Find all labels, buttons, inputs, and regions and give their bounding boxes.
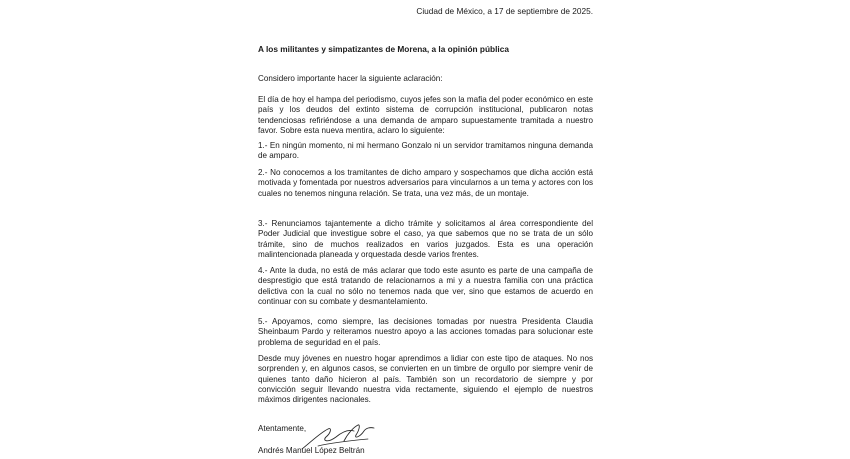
- date-line: Ciudad de México, a 17 de septiembre de 2025.: [416, 6, 593, 16]
- paragraph-conclusion: Desde muy jóvenes en nuestro hogar aprendimos a lidiar con este tipo de ataques. No nos sorprenden y, en algunos casos, se convierten en un timbre de orgullo por siempre venir de quienes tanto daño hicieron al país. También son un recordatorio de siempre y por convicción seguir llevando nuestra vida rectamente, siguiendo el ejemplo de nuestros máximos dirigentes nacionales.: [258, 354, 593, 405]
- paragraph-point-3: 3.- Renunciamos tajantemente a dicho trámite y solicitamos al área correspondiente del Poder Judicial que investigue sobre el caso, ya que sabemos que no se trata de un sólo trámite, sino de muchos realizados en varios juzgados. Esta es una operación malintencionada planeada y orquestada desde varios frentes.: [258, 219, 593, 259]
- letter-heading: A los militantes y simpatizantes de Morena, a la opinión pública: [258, 44, 509, 54]
- intro-line: Considero importante hacer la siguiente aclaración:: [258, 74, 443, 83]
- closing-line: Atentamente,: [258, 424, 307, 433]
- paragraph-point-4: 4.- Ante la duda, no está de más aclarar que todo este asunto es parte de una campaña de desprestigio que está tratando de relacionarnos a mi y a nuestra familia con una práctica delictiva con la cual no sólo no tenemos nada que ver, sino que estamos de acuerdo en continuar con su combate y desmantelamiento.: [258, 266, 593, 306]
- paragraph-context: El día de hoy el hampa del periodismo, cuyos jefes son la mafia del poder económico en este país y los deudos del extinto sistema de corrupción institucional, publicaron notas tendenciosas refiriéndose a una demanda de amparo supuestamente tramitada a nuestro favor. Sobre esta nueva mentira, aclaro lo siguiente:: [258, 95, 593, 135]
- paragraph-point-5: 5.- Apoyamos, como siempre, las decisiones tomadas por nuestra Presidenta Claudia Sheinbaum Pardo y reiteramos nuestro apoyo a las acciones tomadas para solucionar este problema de seguridad en el país.: [258, 317, 593, 347]
- paragraph-point-2: 2.- No conocemos a los tramitantes de dicho amparo y sospechamos que dicha acción está motivada y fomentada por nuestros adversarios para vincularnos a un tema y actores con los cuales no tenemos ninguna relación. Se trata, una vez más, de un montaje.: [258, 168, 593, 198]
- signatory-name: Andrés Manuel López Beltrán: [258, 446, 365, 455]
- paragraph-point-1: 1.- En ningún momento, ni mi hermano Gonzalo ni un servidor tramitamos ninguna demanda de amparo.: [258, 141, 593, 161]
